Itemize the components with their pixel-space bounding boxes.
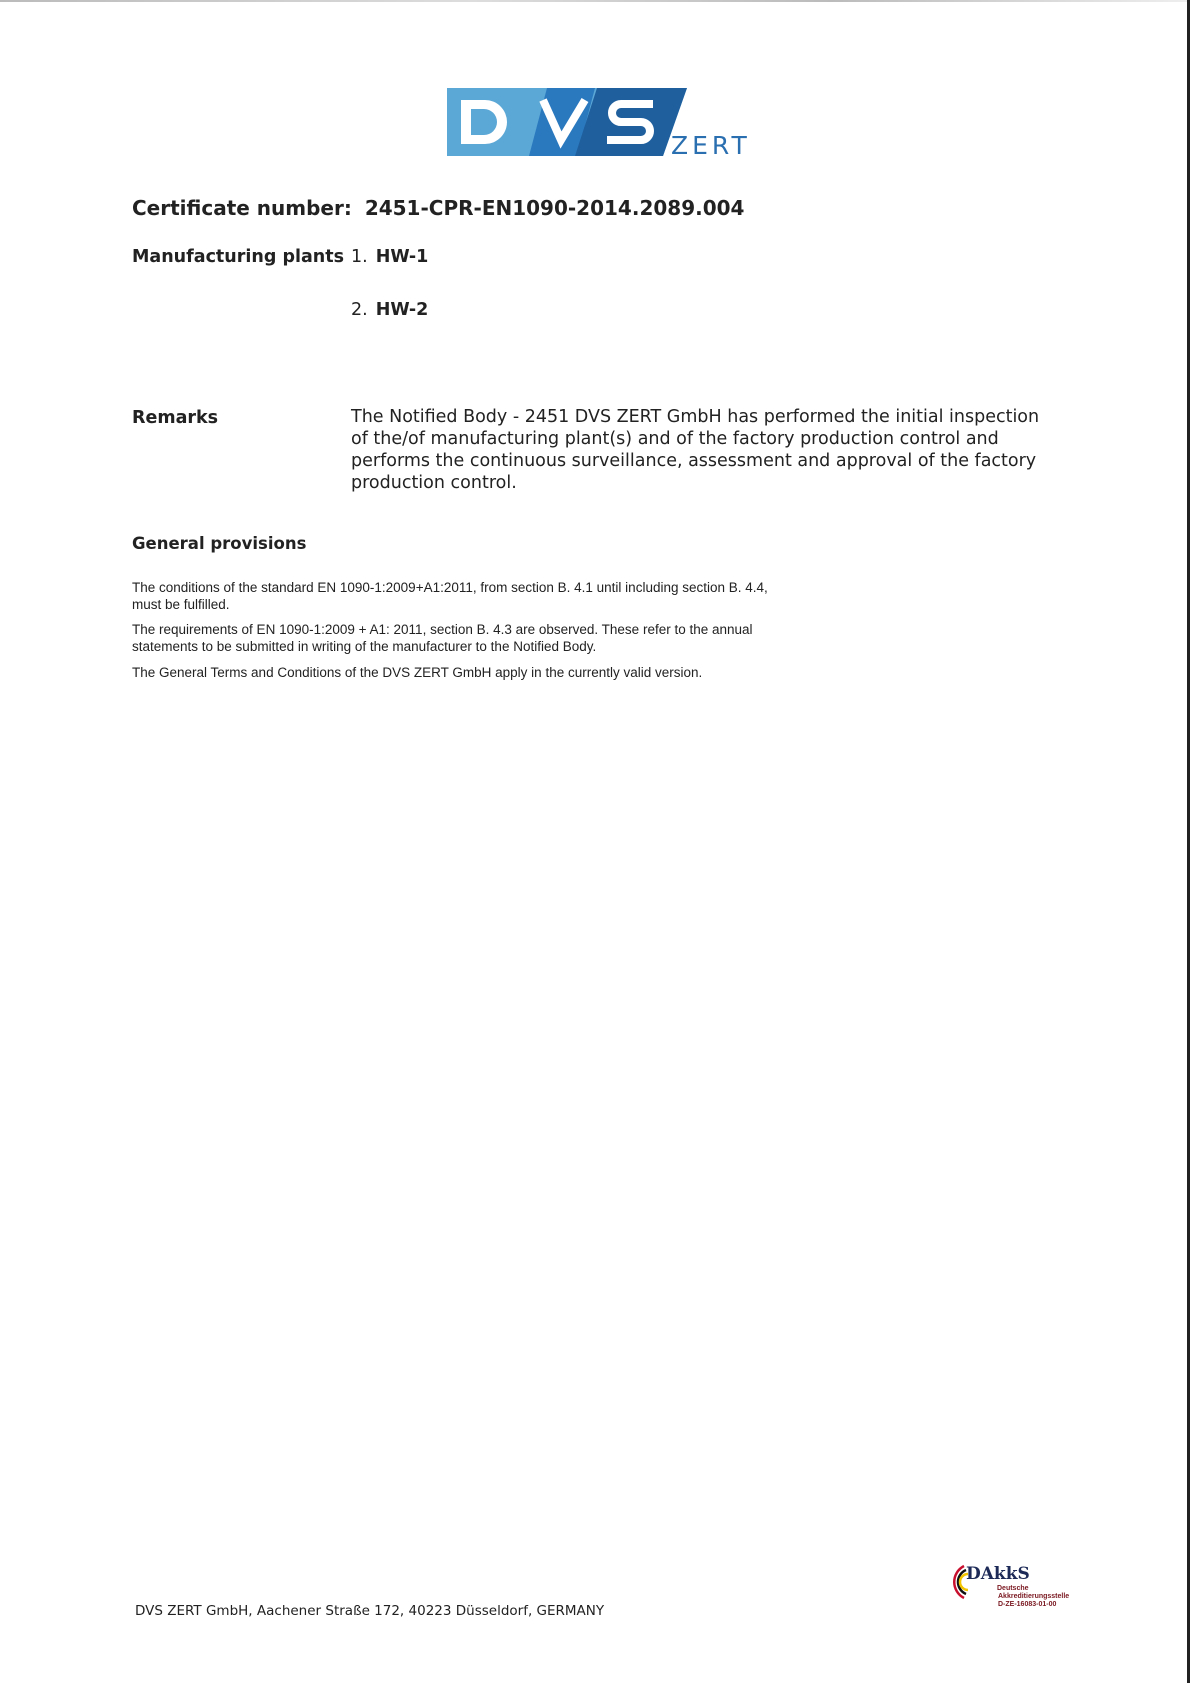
- scan-top-edge: [0, 0, 1187, 2]
- provision-paragraph: [132, 621, 912, 655]
- provision-paragraph: [132, 664, 912, 681]
- remarks-line: of the/of manufacturing plant(s) and of the factory production control and: [351, 429, 999, 449]
- remarks-line: production control.: [351, 473, 517, 493]
- remarks-text: [351, 406, 1051, 494]
- plant-name: HW-1: [375, 247, 429, 267]
- plant-item: [351, 300, 428, 320]
- provision-line: The General Terms and Conditions of the DVS ZERT GmbH apply in the currently valid version.: [132, 665, 703, 680]
- svg-text:ZERT: ZERT: [671, 131, 751, 160]
- dakks-title: DAkkS: [966, 1564, 1030, 1584]
- certificate-number-value: 2451-CPR-EN1090-2014.2089.004: [364, 196, 745, 220]
- dakks-line: Akkreditierungsstelle: [998, 1593, 1070, 1600]
- remarks-line: The Notified Body - 2451 DVS ZERT GmbH has performed the initial inspection: [351, 407, 1040, 427]
- dakks-line: Deutsche: [997, 1585, 1029, 1592]
- certificate-number-row: [132, 196, 744, 220]
- provision-line: The requirements of EN 1090-1:2009 + A1: 2011, section B. 4.3 are observed. These refer to the annual: [132, 622, 753, 637]
- provision-line: statements to be submitted in writing of the manufacturer to the Notified Body.: [132, 639, 597, 654]
- provision-line: must be fulfilled.: [132, 597, 230, 612]
- provision-line: The conditions of the standard EN 1090-1:2009+A1:2011, from section B. 4.1 until including section B. 4.4,: [132, 580, 768, 595]
- plant-number: 1.: [351, 247, 368, 267]
- dakks-line: D-ZE-16083-01-00: [998, 1601, 1057, 1608]
- plant-name: HW-2: [375, 300, 429, 320]
- footer-address: DVS ZERT GmbH, Aachener Straße 172, 40223 Düsseldorf, GERMANY: [135, 1603, 605, 1619]
- plant-number: 2.: [351, 300, 368, 320]
- dakks-accreditation-mark: [944, 1560, 1079, 1630]
- provision-paragraph: [132, 579, 912, 613]
- dvs-zert-logo: [447, 88, 757, 164]
- manufacturing-plants-label: Manufacturing plants: [132, 247, 345, 267]
- dakks-arcs-icon: [944, 1562, 968, 1602]
- certificate-number-label: Certificate number:: [132, 196, 352, 220]
- general-provisions-heading: General provisions: [132, 534, 307, 553]
- remarks-label: Remarks: [132, 408, 219, 428]
- remarks-line: performs the continuous surveillance, assessment and approval of the factory: [351, 451, 1037, 471]
- plant-item: [351, 247, 428, 267]
